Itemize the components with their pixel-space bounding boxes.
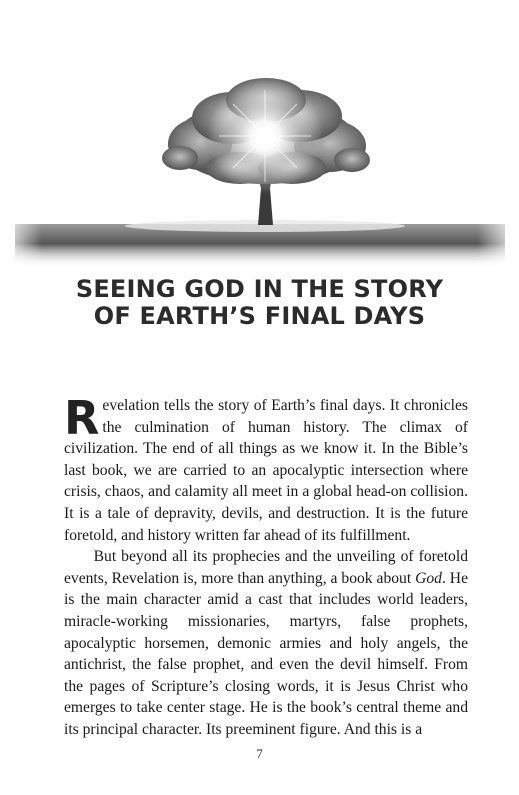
chapter-title bbox=[40, 276, 479, 330]
body-text bbox=[64, 391, 468, 741]
paragraph-2-text-after: . He is the main character amid a cast that includes world leaders, miracle-working missionaries, martyrs, false prophets, apocalyptic horsemen, demonic armies and holy angels, the antichrist, the false prophet, and even the devil himself. From the pages of Scripture’s closing words, it is Jesus Christ who emerges to take center stage. He is the book’s central theme and its principal character. Its preeminent figure. And this is a bbox=[64, 569, 468, 738]
drop-cap: R bbox=[64, 391, 100, 445]
page-number: 7 bbox=[256, 746, 263, 761]
paragraph-1 bbox=[64, 391, 468, 546]
paragraph-1-text: evelation tells the story of Earth’s final days. It chronicles the culmination of human history. The climax of civilization. The end of all things as we know it. In the Bible’s last book, we are carried to an apocalyptic intersection where crisis, chaos, and calamity all meet in a global head-on collision. It is a tale of depravity, devils, and destruction. It is the future foretold, and history written far ahead of its fulfillment. bbox=[64, 397, 468, 544]
paragraph-2-text-before: But beyond all its prophecies and the unveiling of foretold events, Revelation is, more than anything, a book about bbox=[64, 548, 468, 587]
glowing-tree-icon bbox=[0, 60, 519, 280]
chapter-title-line-1: SEEING GOD IN THE STORY bbox=[75, 275, 444, 303]
paragraph-2 bbox=[64, 546, 468, 740]
chapter-title-line-2: OF EARTH’S FINAL DAYS bbox=[93, 302, 426, 330]
emphasis-god: God bbox=[415, 569, 442, 587]
